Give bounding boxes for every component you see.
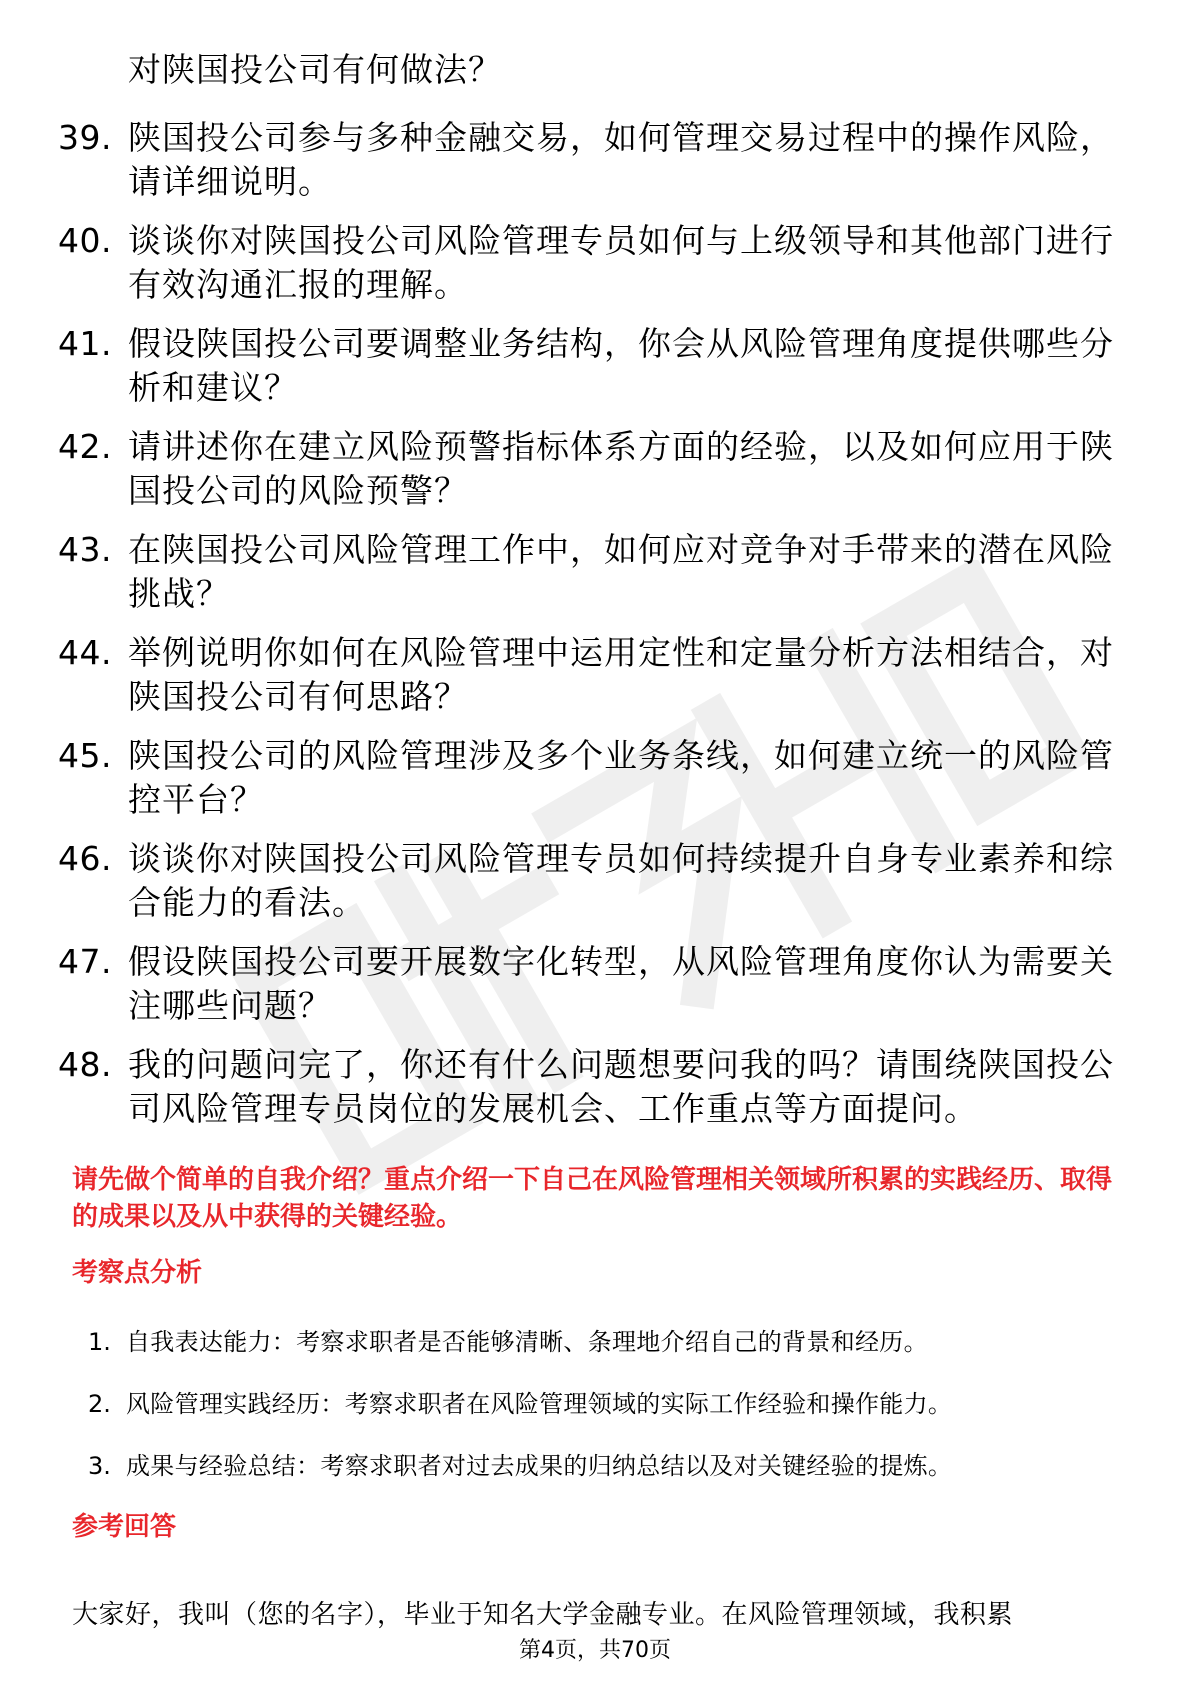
list-item xyxy=(0,837,1190,925)
question-number: 40. xyxy=(58,221,112,260)
analysis-heading: 考察点分析 xyxy=(72,1258,203,1288)
question-text: 谈谈你对陕国投公司风险管理专员如何与上级领导和其他部门进行有效沟通汇报的理解。 xyxy=(128,221,1114,304)
question-number: 48. xyxy=(58,1045,112,1084)
question-text: 假设陕国投公司要开展数字化转型，从风险管理角度你认为需要关注哪些问题？ xyxy=(128,942,1114,1025)
question-list xyxy=(0,116,1190,1146)
question-text: 举例说明你如何在风险管理中运用定性和定量分析方法相结合，对陕国投公司有何思路？ xyxy=(128,633,1114,716)
list-item xyxy=(0,528,1190,616)
question-text: 假设陕国投公司要调整业务结构，你会从风险管理角度提供哪些分析和建议？ xyxy=(128,324,1114,407)
list-item xyxy=(0,1043,1190,1131)
item-text: 自我表达能力：考察求职者是否能够清晰、条理地介绍自己的背景和经历。 xyxy=(126,1328,928,1356)
page-number: 第4页，共70页 xyxy=(519,1638,671,1663)
question-text: 陕国投公司的风险管理涉及多个业务条线，如何建立统一的风险管控平台？ xyxy=(128,736,1114,819)
list-item xyxy=(0,322,1190,410)
question-text: 在陕国投公司风险管理工作中，如何应对竞争对手带来的潜在风险挑战？ xyxy=(128,530,1114,613)
continuation-text: 对陕国投公司有何做法？ xyxy=(128,50,502,89)
list-item xyxy=(0,734,1190,822)
item-number: 1. xyxy=(88,1328,111,1356)
list-item xyxy=(0,219,1190,307)
list-item xyxy=(0,116,1190,204)
question-text: 谈谈你对陕国投公司风险管理专员如何持续提升自身专业素养和综合能力的看法。 xyxy=(128,839,1114,922)
featured-question: 请先做个简单的自我介绍？重点介绍一下自己在风险管理相关领域所积累的实践经历、取得的成果以及从中获得的关键经验。 xyxy=(72,1165,1113,1232)
item-number: 2. xyxy=(88,1390,111,1418)
list-item xyxy=(0,940,1190,1028)
analysis-list xyxy=(0,1325,1190,1511)
question-number: 41. xyxy=(58,324,112,363)
question-number: 46. xyxy=(58,839,112,878)
question-number: 39. xyxy=(58,118,112,157)
list-item xyxy=(0,1325,1190,1387)
list-item xyxy=(0,631,1190,719)
item-text: 风险管理实践经历：考察求职者在风险管理领域的实际工作经验和操作能力。 xyxy=(126,1390,953,1418)
list-item xyxy=(0,425,1190,513)
question-number: 42. xyxy=(58,427,112,466)
question-number: 44. xyxy=(58,633,112,672)
item-text: 成果与经验总结：考察求职者对过去成果的归纳总结以及对关键经验的提炼。 xyxy=(126,1452,953,1480)
item-number: 3. xyxy=(88,1452,111,1480)
question-number: 43. xyxy=(58,530,112,569)
question-number: 47. xyxy=(58,942,112,981)
list-item xyxy=(0,1387,1190,1449)
question-text: 陕国投公司参与多种金融交易，如何管理交易过程中的操作风险，请详细说明。 xyxy=(128,118,1114,201)
question-number: 45. xyxy=(58,736,112,775)
question-text: 请讲述你在建立风险预警指标体系方面的经验，以及如何应用于陕国投公司的风险预警？ xyxy=(128,427,1114,510)
question-text: 我的问题问完了，你还有什么问题想要问我的吗？请围绕陕国投公司风险管理专员岗位的发展机会、工作重点等方面提问。 xyxy=(128,1045,1114,1128)
list-item xyxy=(0,1449,1190,1511)
reference-heading: 参考回答 xyxy=(72,1512,177,1542)
reference-answer-text: 大家好，我叫（您的名字），毕业于知名大学金融专业。在风险管理领域，我积累 xyxy=(72,1600,1014,1630)
